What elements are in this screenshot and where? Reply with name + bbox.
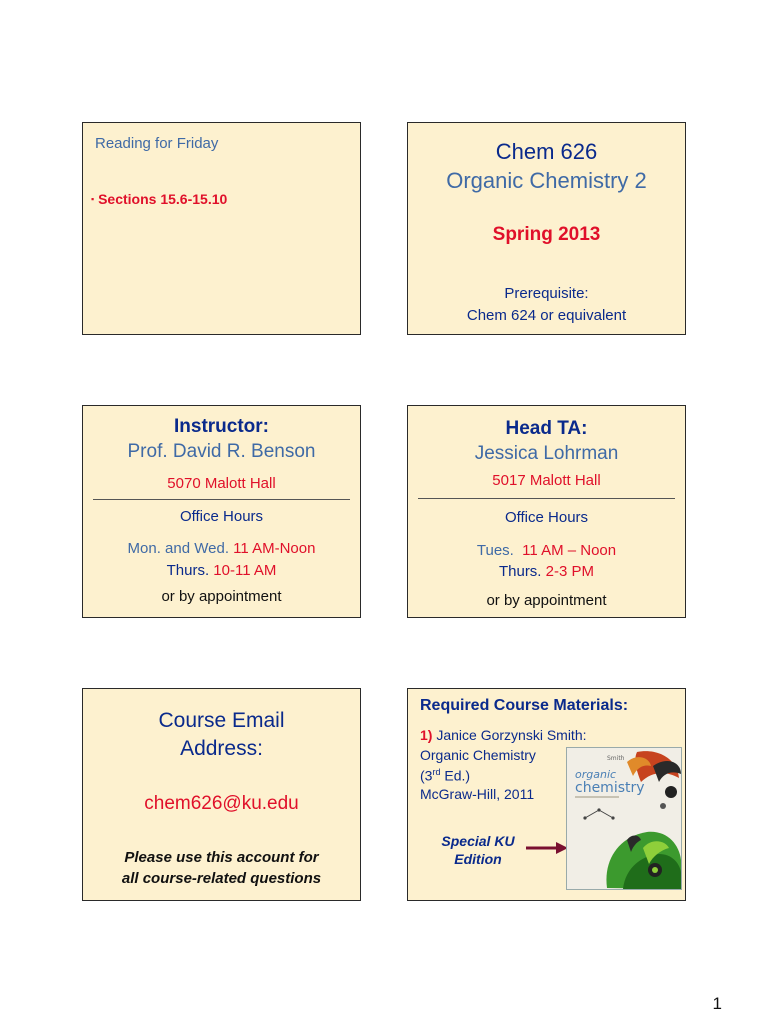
email-title-line1: Course Email [158, 709, 285, 732]
callout-line1: Special KU [441, 833, 515, 849]
instructor-name: Prof. David R. Benson [127, 441, 316, 462]
hours-days: Mon. and Wed. [127, 540, 234, 557]
email-title-line2: Address: [180, 737, 263, 760]
slide-instructor [82, 405, 361, 618]
hours-time: 2-3 PM [545, 563, 595, 580]
prereq-label: Prerequisite: [504, 285, 589, 302]
ta-role: Head TA: [505, 418, 588, 439]
ta-hours-line1 [408, 542, 685, 559]
ta-hours-label: Office Hours [504, 509, 589, 526]
slide-course-title [407, 122, 686, 335]
reading-heading: Reading for Friday [95, 135, 219, 152]
materials-author-line [420, 727, 685, 743]
cover-title-chemistry: chemistry [575, 780, 645, 796]
instructor-hours-label: Office Hours [179, 508, 264, 525]
hours-time: 11 AM – Noon [522, 542, 617, 559]
edition-sup: rd [432, 767, 441, 777]
cover-author: Smith [607, 755, 625, 762]
slide-reading [82, 122, 361, 335]
course-term: Spring 2013 [492, 224, 601, 245]
book-cover-image [566, 747, 682, 890]
hours-days: Tues. [476, 542, 523, 559]
hours-time: 11 AM-Noon [233, 540, 316, 557]
materials-heading: Required Course Materials: [420, 697, 629, 714]
book-title: Organic Chemistry [420, 747, 536, 763]
reading-sections: Sections 15.6-15.10 [98, 191, 228, 207]
ta-office: 5017 Malott Hall [492, 472, 601, 489]
page-number: 1 [712, 994, 722, 1013]
slide-course-materials [407, 688, 686, 901]
email-note-line1: Please use this account for [124, 849, 319, 866]
edition-open: (3 [420, 767, 433, 784]
course-code: Chem 626 [495, 139, 598, 164]
hours-time: 10-11 AM [213, 562, 277, 579]
instructor-appointment: or by appointment [161, 588, 282, 605]
edition-close: Ed.) [440, 767, 471, 784]
hours-days: Thurs. [166, 562, 214, 579]
callout-line2: Edition [454, 851, 502, 867]
hours-days: Thurs. [498, 563, 546, 580]
email-note-line2: all course-related questions [121, 870, 322, 887]
book-cover-art [567, 748, 681, 889]
slide-head-ta [407, 405, 686, 618]
prereq-value: Chem 624 or equivalent [466, 307, 627, 324]
ta-appointment: or by appointment [486, 592, 607, 609]
instructor-office: 5070 Malott Hall [167, 475, 276, 492]
item-number: 1) [420, 727, 433, 743]
bullet-icon: ▪ [91, 194, 95, 204]
instructor-hours-line1 [83, 540, 360, 557]
divider [93, 499, 350, 500]
instructor-hours-line2 [83, 562, 360, 579]
reading-bullet-item [91, 191, 360, 207]
ta-name: Jessica Lohrman [474, 443, 619, 464]
instructor-role: Instructor: [174, 416, 269, 437]
book-author: Janice Gorzynski Smith: [432, 727, 587, 743]
slide-course-email [82, 688, 361, 901]
ta-hours-line2 [408, 563, 685, 580]
book-publisher: McGraw-Hill, 2011 [420, 786, 535, 802]
divider [418, 498, 675, 499]
course-email-address: chem626@ku.edu [144, 793, 299, 814]
course-name: Organic Chemistry 2 [446, 168, 647, 193]
cover-title-organic: organic [575, 768, 617, 781]
arrow-icon [524, 841, 568, 855]
